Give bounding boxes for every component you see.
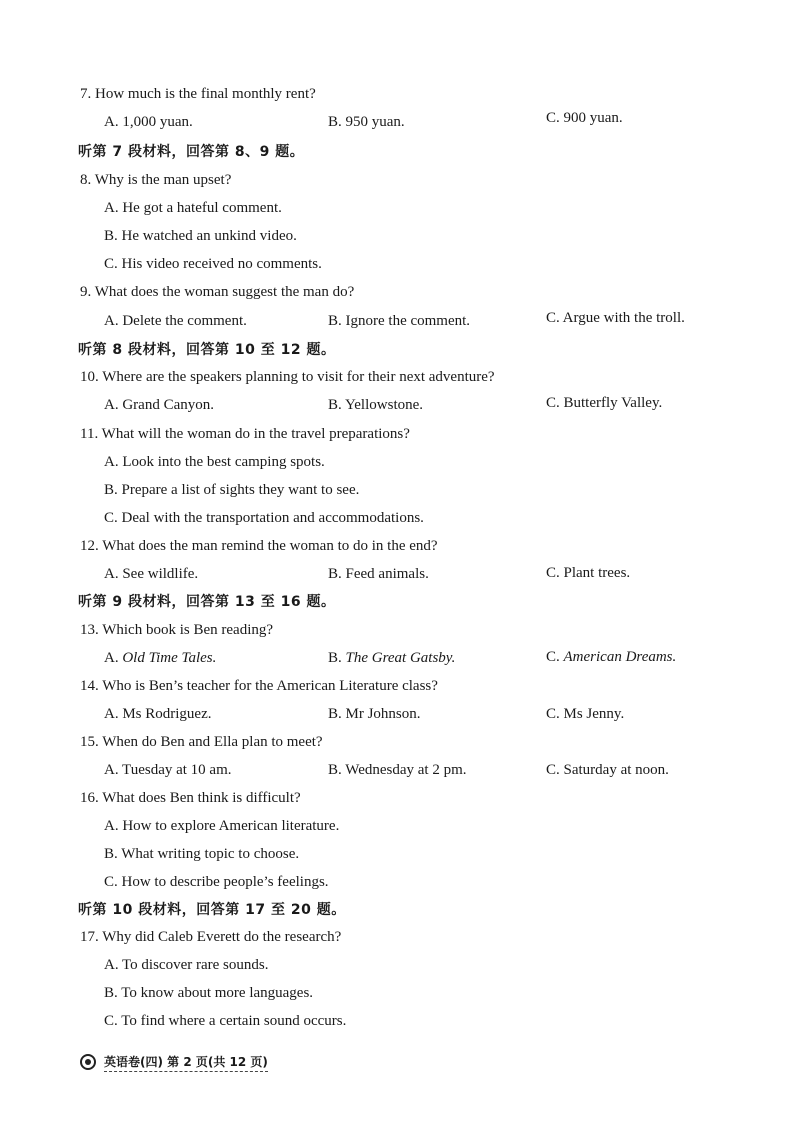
question-15: 15. When do Ben and Ella plan to meet? [80, 734, 323, 750]
q16-option-b: B. What writing topic to choose. [104, 846, 300, 862]
question-7: 7. How much is the final monthly rent? [80, 86, 316, 102]
q11-option-a: A. Look into the best camping spots. [104, 454, 325, 470]
q10-option-b: B. Yellowstone. [328, 397, 424, 413]
q16-option-c: C. How to describe people’s feelings. [104, 874, 329, 890]
q12-option-b: B. Feed animals. [328, 566, 429, 582]
q9-option-b: B. Ignore the comment. [328, 313, 471, 329]
q9-option-c: C. Argue with the troll. [546, 310, 685, 326]
page-footer [80, 1050, 268, 1074]
q7-option-b: B. 950 yuan. [328, 114, 405, 130]
q9-option-a: A. Delete the comment. [104, 313, 247, 329]
section-heading-10: 听第 10 段材料，回答第 17 至 20 题。 [78, 902, 346, 918]
question-8: 8. Why is the man upset? [80, 172, 232, 188]
question-13: 13. Which book is Ben reading? [80, 622, 274, 638]
q15-option-b: B. Wednesday at 2 pm. [328, 762, 467, 778]
q15-option-a: A. Tuesday at 10 am. [104, 762, 232, 778]
question-10: 10. Where are the speakers planning to visit for their next adventure? [80, 369, 495, 385]
q14-option-a: A. Ms Rodriguez. [104, 706, 212, 722]
q14-option-b: B. Mr Johnson. [328, 706, 421, 722]
q15-option-c: C. Saturday at noon. [546, 762, 669, 778]
question-17: 17. Why did Caleb Everett do the research? [80, 929, 342, 945]
q11-option-c: C. Deal with the transportation and accommodations. [104, 510, 424, 526]
q10-option-c: C. Butterfly Valley. [546, 395, 663, 411]
q16-option-a: A. How to explore American literature. [104, 818, 340, 834]
q17-option-b: B. To know about more languages. [104, 985, 314, 1001]
q11-option-b: B. Prepare a list of sights they want to see. [104, 482, 360, 498]
question-9: 9. What does the woman suggest the man do? [80, 284, 355, 300]
q13-option-a: A. Old Time Tales. [104, 650, 217, 666]
section-heading-8: 听第 8 段材料，回答第 10 至 12 题。 [78, 342, 336, 358]
q12-option-c: C. Plant trees. [546, 565, 631, 581]
q12-option-a: A. See wildlife. [104, 566, 199, 582]
q14-option-c: C. Ms Jenny. [546, 706, 625, 722]
question-12: 12. What does the man remind the woman to do in the end? [80, 538, 438, 554]
section-heading-9: 听第 9 段材料，回答第 13 至 16 题。 [78, 594, 336, 610]
q17-option-a: A. To discover rare sounds. [104, 957, 269, 973]
q13-option-b: B. The Great Gatsby. [328, 650, 456, 666]
question-16: 16. What does Ben think is difficult? [80, 790, 301, 806]
q8-option-a: A. He got a hateful comment. [104, 200, 282, 216]
question-14: 14. Who is Ben’s teacher for the American Literature class? [80, 678, 438, 694]
q13-option-c: C. American Dreams. [546, 649, 677, 665]
q7-option-a: A. 1,000 yuan. [104, 114, 193, 130]
q8-option-b: B. He watched an unkind video. [104, 228, 297, 244]
circle-logo-icon [80, 1054, 96, 1070]
q10-option-a: A. Grand Canyon. [104, 397, 214, 413]
section-heading-7: 听第 7 段材料，回答第 8、9 题。 [78, 144, 305, 160]
q17-option-c: C. To find where a certain sound occurs. [104, 1013, 347, 1029]
question-11: 11. What will the woman do in the travel preparations? [80, 426, 410, 442]
q8-option-c: C. His video received no comments. [104, 256, 322, 272]
q7-option-c: C. 900 yuan. [546, 110, 623, 126]
footer-page-label: 英语卷(四) 第 2 页(共 12 页) [104, 1053, 268, 1072]
